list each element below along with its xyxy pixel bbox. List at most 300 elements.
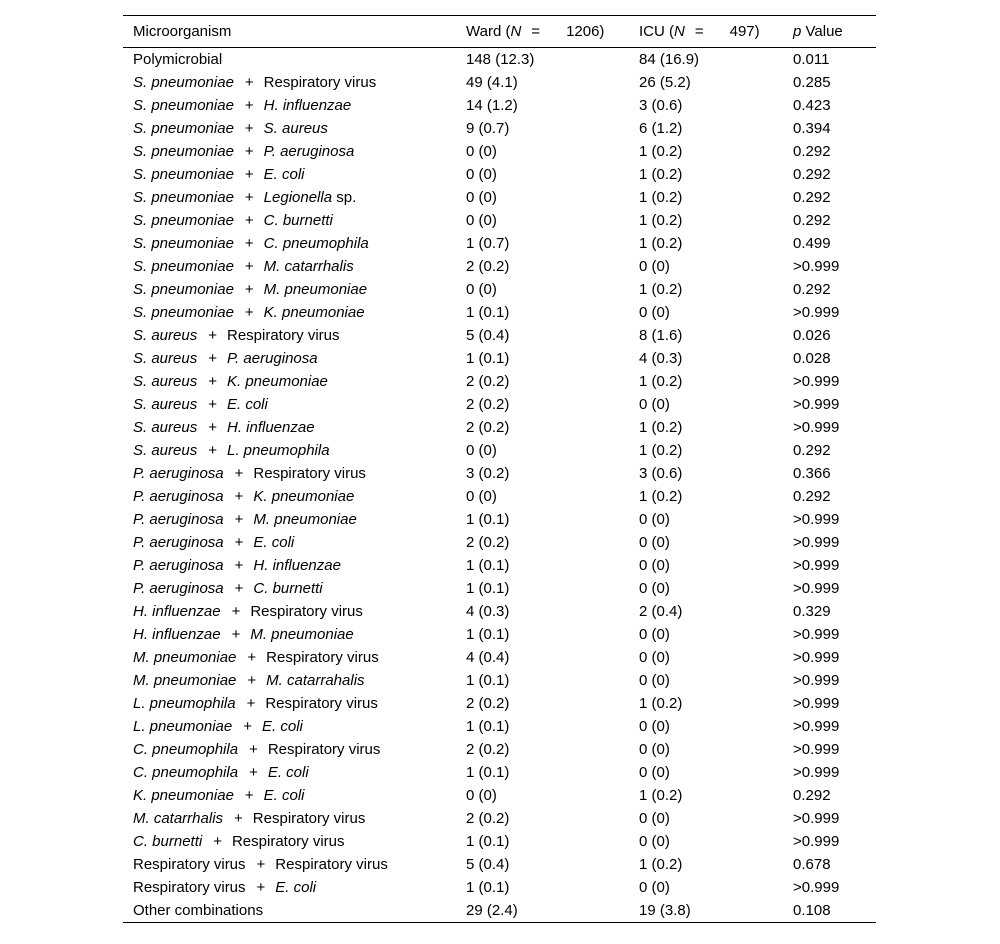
organism-name: M. pneumoniae <box>133 672 237 689</box>
header-p-value: p Value <box>783 16 876 48</box>
organism-name: Other combinations <box>133 902 264 919</box>
organism-name: E. coli <box>263 787 305 804</box>
plus-sign: + <box>234 465 244 482</box>
ward-cell: 5 (0.4) <box>466 856 510 873</box>
organism-name: K. pneumoniae <box>263 304 365 321</box>
p-value-cell: 0.026 <box>793 327 831 344</box>
table-row <box>123 784 876 807</box>
microorganism-cell <box>123 600 456 623</box>
icu-cell: 6 (1.2) <box>639 120 683 137</box>
table-row <box>123 278 876 301</box>
organism-name: K. pneumoniae <box>253 488 355 505</box>
organism-name: Respiratory virus <box>266 649 379 666</box>
p-value-cell: >0.999 <box>793 741 840 758</box>
organism-name: P. aeruginosa <box>133 580 224 597</box>
ward-cell: 0 (0) <box>466 143 497 160</box>
table-body <box>123 48 876 923</box>
organism-name: M. catarrahalis <box>266 672 365 689</box>
organism-name: P. aeruginosa <box>226 350 318 367</box>
organism-name: S. pneumoniae <box>133 212 234 229</box>
table-header-row <box>123 16 876 48</box>
organism-name: E. coli <box>253 534 295 551</box>
organism-name: K. pneumoniae <box>226 373 328 390</box>
table-row <box>123 94 876 117</box>
organism-name: M. pneumoniae <box>253 511 357 528</box>
microorganism-cell <box>123 370 456 393</box>
ward-cell: 1 (0.1) <box>466 879 510 896</box>
icu-cell: 1 (0.2) <box>639 695 683 712</box>
plus-sign: + <box>234 580 244 597</box>
ward-cell: 1 (0.1) <box>466 718 510 735</box>
microorganism-cell <box>123 439 456 462</box>
table-row <box>123 416 876 439</box>
p-value-cell: >0.999 <box>793 258 840 275</box>
icu-cell: 3 (0.6) <box>639 465 683 482</box>
organism-name: Polymicrobial <box>133 51 223 68</box>
table-row <box>123 232 876 255</box>
header-icu: ICU (N = 497) <box>629 16 783 48</box>
organism-name: C. pneumophila <box>133 741 239 758</box>
icu-cell: 0 (0) <box>639 557 670 574</box>
organism-name: K. pneumoniae <box>133 787 234 804</box>
microorganism-cell <box>123 761 456 784</box>
ward-cell: 49 (4.1) <box>466 74 518 91</box>
p-value-cell: 0.292 <box>793 166 831 183</box>
plus-sign: + <box>249 764 258 781</box>
ward-cell: 1 (0.1) <box>466 672 510 689</box>
ward-cell: 3 (0.2) <box>466 465 510 482</box>
header-microorganism: Microorganism <box>123 16 456 48</box>
microorganism-cell <box>123 623 456 646</box>
organism-name: Respiratory virus <box>265 695 378 712</box>
table-row <box>123 577 876 600</box>
ward-cell: 4 (0.4) <box>466 649 510 666</box>
plus-sign: + <box>244 212 254 229</box>
icu-cell: 1 (0.2) <box>639 488 683 505</box>
microorganism-cell <box>123 163 456 186</box>
plus-sign: + <box>208 373 217 390</box>
organism-name: S. aureus <box>263 120 328 137</box>
ward-cell: 14 (1.2) <box>466 97 518 114</box>
microorganism-cell <box>123 255 456 278</box>
ward-cell: 2 (0.2) <box>466 396 510 413</box>
table-row <box>123 623 876 646</box>
p-value-cell: >0.999 <box>793 764 840 781</box>
microorganism-cell <box>123 807 456 830</box>
icu-cell: 0 (0) <box>639 258 670 275</box>
icu-cell: 0 (0) <box>639 511 670 528</box>
p-value-cell: 0.292 <box>793 189 831 206</box>
organism-name: M. catarrhalis <box>263 258 354 275</box>
microorganism-cell <box>123 94 456 117</box>
p-value-cell: 0.028 <box>793 350 831 367</box>
icu-cell: 1 (0.2) <box>639 419 683 436</box>
ward-cell: 0 (0) <box>466 787 497 804</box>
microorganism-cell <box>123 232 456 255</box>
icu-cell: 1 (0.2) <box>639 281 683 298</box>
plus-sign: + <box>234 488 244 505</box>
organism-name: L. pneumoniae <box>133 718 233 735</box>
p-value-cell: 0.423 <box>793 97 831 114</box>
organism-name: H. influenzae <box>253 557 341 574</box>
icu-cell: 1 (0.2) <box>639 212 683 229</box>
plus-sign: + <box>208 350 217 367</box>
p-value-cell: >0.999 <box>793 695 840 712</box>
microorganism-cell <box>123 324 456 347</box>
table-row <box>123 830 876 853</box>
ward-cell: 2 (0.2) <box>466 258 510 275</box>
table-row <box>123 853 876 876</box>
p-value-cell: 0.394 <box>793 120 831 137</box>
icu-cell: 0 (0) <box>639 833 670 850</box>
microorganism-cell <box>123 140 456 163</box>
microorganism-cell <box>123 117 456 140</box>
p-value-cell: 0.292 <box>793 212 831 229</box>
organism-name: C. burnetti <box>253 580 323 597</box>
table-row <box>123 807 876 830</box>
plus-sign: + <box>208 442 217 459</box>
organism-name: S. aureus <box>133 373 198 390</box>
plus-sign: + <box>244 166 254 183</box>
icu-cell: 0 (0) <box>639 626 670 643</box>
plus-sign: + <box>244 235 254 252</box>
p-value-cell: >0.999 <box>793 304 840 321</box>
microorganism-cell <box>123 347 456 370</box>
organism-name: H. influenzae <box>133 626 221 643</box>
p-value-cell: >0.999 <box>793 626 840 643</box>
microorganism-cell <box>123 876 456 899</box>
icu-cell: 3 (0.6) <box>639 97 683 114</box>
plus-sign: + <box>208 419 217 436</box>
table-row <box>123 163 876 186</box>
microorganism-cell <box>123 830 456 853</box>
plus-sign: + <box>244 787 254 804</box>
microorganism-cell <box>123 462 456 485</box>
icu-cell: 84 (16.9) <box>639 51 700 68</box>
p-value-cell: 0.292 <box>793 488 831 505</box>
table-row <box>123 117 876 140</box>
ward-cell: 0 (0) <box>466 212 497 229</box>
table-row <box>123 370 876 393</box>
plus-sign: + <box>244 74 254 91</box>
microorganism-cell <box>123 301 456 324</box>
icu-cell: 0 (0) <box>639 649 670 666</box>
p-value-cell: >0.999 <box>793 419 840 436</box>
organism-name: E. coli <box>267 764 309 781</box>
ward-cell: 0 (0) <box>466 442 497 459</box>
microorganism-cell <box>123 278 456 301</box>
icu-cell: 4 (0.3) <box>639 350 683 367</box>
p-value-cell: 0.292 <box>793 281 831 298</box>
plus-sign: + <box>256 879 266 896</box>
organism-name: M. catarrhalis <box>133 810 224 827</box>
plus-sign: + <box>249 741 258 758</box>
header-ward: Ward (N = 1206) <box>456 16 629 48</box>
table-row <box>123 439 876 462</box>
microorganism-cell <box>123 508 456 531</box>
organism-suffix: sp. <box>332 189 357 206</box>
p-value-cell: >0.999 <box>793 649 840 666</box>
organism-name: Respiratory virus <box>275 856 388 873</box>
ward-cell: 1 (0.1) <box>466 626 510 643</box>
plus-sign: + <box>231 603 241 620</box>
p-value-cell: 0.292 <box>793 143 831 160</box>
table-row <box>123 485 876 508</box>
microorganism-cell <box>123 853 456 876</box>
p-value-cell: 0.292 <box>793 442 831 459</box>
organism-name: S. pneumoniae <box>133 166 234 183</box>
icu-cell: 0 (0) <box>639 741 670 758</box>
microorganism-cell <box>123 738 456 761</box>
p-value-cell: 0.108 <box>783 899 876 923</box>
organism-name: M. pneumoniae <box>133 649 237 666</box>
table-row <box>123 393 876 416</box>
organism-name: M. pneumoniae <box>250 626 354 643</box>
ward-cell: 0 (0) <box>466 488 497 505</box>
table-row <box>123 692 876 715</box>
microorganism-cell <box>123 531 456 554</box>
microorganism-cell <box>123 554 456 577</box>
organism-name: P. aeruginosa <box>133 465 224 482</box>
organism-name: S. pneumoniae <box>133 235 234 252</box>
organism-name: S. aureus <box>133 350 198 367</box>
icu-cell: 0 (0) <box>639 879 670 896</box>
ward-cell: 1 (0.1) <box>466 580 510 597</box>
ward-cell: 1 (0.1) <box>466 304 510 321</box>
icu-cell: 0 (0) <box>639 304 670 321</box>
organism-name: P. aeruginosa <box>133 488 224 505</box>
organism-name: Legionella <box>263 189 333 206</box>
icu-cell: 1 (0.2) <box>639 235 683 252</box>
icu-cell: 0 (0) <box>639 718 670 735</box>
p-value-cell: >0.999 <box>793 718 840 735</box>
table-row <box>123 140 876 163</box>
plus-sign: + <box>247 649 257 666</box>
organism-name: P. aeruginosa <box>133 511 224 528</box>
ward-cell: 1 (0.7) <box>466 235 510 252</box>
organism-name: S. aureus <box>133 442 198 459</box>
ward-cell: 0 (0) <box>466 166 497 183</box>
microorganism-cell <box>123 186 456 209</box>
organism-name: S. pneumoniae <box>133 97 234 114</box>
organism-name: S. pneumoniae <box>133 143 234 160</box>
plus-sign: + <box>234 557 244 574</box>
ward-cell: 2 (0.2) <box>466 695 510 712</box>
organism-name: S. pneumoniae <box>133 74 234 91</box>
table-row <box>123 324 876 347</box>
table-row <box>123 71 876 94</box>
organism-name: H. influenzae <box>133 603 221 620</box>
table-row <box>123 508 876 531</box>
plus-sign: + <box>234 534 244 551</box>
organism-name: P. aeruginosa <box>133 534 224 551</box>
plus-sign: + <box>234 810 243 827</box>
ward-cell: 9 (0.7) <box>466 120 510 137</box>
ward-cell: 1 (0.1) <box>466 833 510 850</box>
ward-cell: 2 (0.2) <box>466 534 510 551</box>
table-row <box>123 669 876 692</box>
organism-name: S. pneumoniae <box>133 189 234 206</box>
ward-cell: 1 (0.1) <box>466 350 510 367</box>
organism-name: C. burnetti <box>263 212 333 229</box>
p-value-cell: >0.999 <box>793 580 840 597</box>
icu-cell: 0 (0) <box>639 764 670 781</box>
p-value-cell: 0.292 <box>793 787 831 804</box>
p-value-cell: >0.999 <box>793 672 840 689</box>
organism-name: Respiratory virus <box>263 74 377 91</box>
organism-name: C. pneumophila <box>133 764 239 781</box>
icu-cell: 1 (0.2) <box>639 787 683 804</box>
organism-name: M. pneumoniae <box>263 281 368 298</box>
organism-name: L. pneumophila <box>133 695 236 712</box>
plus-sign: + <box>234 511 244 528</box>
icu-cell: 8 (1.6) <box>639 327 683 344</box>
icu-cell: 1 (0.2) <box>639 166 683 183</box>
p-value-cell: >0.999 <box>793 396 840 413</box>
p-value-cell: 0.499 <box>793 235 831 252</box>
organism-name: H. influenzae <box>263 97 352 114</box>
plus-sign: + <box>244 97 254 114</box>
plus-sign: + <box>246 695 256 712</box>
microorganism-cell <box>123 485 456 508</box>
table-row <box>123 48 876 72</box>
organism-name: Respiratory virus <box>267 741 381 758</box>
microorganism-table <box>123 15 876 923</box>
microorganism-cell <box>123 669 456 692</box>
icu-cell: 1 (0.2) <box>639 373 683 390</box>
table-row <box>123 600 876 623</box>
plus-sign: + <box>247 672 257 689</box>
table-row <box>123 761 876 784</box>
icu-cell: 19 (3.8) <box>629 899 783 923</box>
p-value-cell: >0.999 <box>793 557 840 574</box>
table-row <box>123 347 876 370</box>
table-row <box>123 462 876 485</box>
p-value-cell: >0.999 <box>793 833 840 850</box>
plus-sign: + <box>256 856 266 873</box>
table-row <box>123 531 876 554</box>
organism-name: E. coli <box>263 166 305 183</box>
organism-name: S. aureus <box>133 396 198 413</box>
table-row <box>123 646 876 669</box>
icu-cell: 1 (0.2) <box>639 143 683 160</box>
microorganism-cell <box>123 71 456 94</box>
icu-cell: 1 (0.2) <box>639 189 683 206</box>
ward-cell: 1 (0.1) <box>466 511 510 528</box>
icu-cell: 0 (0) <box>639 810 670 827</box>
organism-name: E. coli <box>262 718 303 735</box>
ward-cell: 1 (0.1) <box>466 764 510 781</box>
icu-cell: 26 (5.2) <box>639 74 691 91</box>
microorganism-cell <box>123 784 456 807</box>
microorganism-cell <box>123 899 456 923</box>
table-row <box>123 186 876 209</box>
ward-cell: 2 (0.2) <box>466 419 510 436</box>
table-row <box>123 899 876 923</box>
microorganism-cell <box>123 209 456 232</box>
p-value-cell: 0.678 <box>793 856 831 873</box>
organism-name: C. pneumophila <box>263 235 369 252</box>
organism-name: Respiratory virus <box>252 810 366 827</box>
plus-sign: + <box>244 189 254 206</box>
ward-cell: 0 (0) <box>466 281 497 298</box>
icu-cell: 0 (0) <box>639 534 670 551</box>
organism-name: E. coli <box>226 396 268 413</box>
organism-name: Respiratory virus <box>250 603 363 620</box>
organism-name: C. burnetti <box>133 833 203 850</box>
p-value-cell: >0.999 <box>793 879 840 896</box>
icu-cell: 0 (0) <box>639 672 670 689</box>
organism-name: S. pneumoniae <box>133 304 234 321</box>
organism-name: Respiratory virus <box>133 879 246 896</box>
table-row <box>123 738 876 761</box>
microorganism-cell <box>123 715 456 738</box>
plus-sign: + <box>231 626 241 643</box>
p-value-cell: 0.329 <box>793 603 831 620</box>
p-value-cell: >0.999 <box>793 511 840 528</box>
p-value-cell: >0.999 <box>793 373 840 390</box>
organism-name: P. aeruginosa <box>133 557 224 574</box>
plus-sign: + <box>244 304 254 321</box>
p-value-cell: 0.366 <box>793 465 831 482</box>
plus-sign: + <box>244 281 254 298</box>
table-row <box>123 554 876 577</box>
icu-cell: 2 (0.4) <box>639 603 683 620</box>
organism-name: Respiratory virus <box>231 833 345 850</box>
microorganism-cell <box>123 577 456 600</box>
organism-name: H. influenzae <box>226 419 315 436</box>
ward-cell: 1 (0.1) <box>466 557 510 574</box>
ward-cell: 2 (0.2) <box>466 741 510 758</box>
organism-name: S. aureus <box>133 327 198 344</box>
plus-sign: + <box>208 396 217 413</box>
table-row <box>123 255 876 278</box>
table-row <box>123 715 876 738</box>
organism-name: S. pneumoniae <box>133 258 234 275</box>
ward-cell: 148 (12.3) <box>466 51 535 68</box>
plus-sign: + <box>213 833 222 850</box>
ward-cell: 29 (2.4) <box>456 899 629 923</box>
organism-name: Respiratory virus <box>133 856 246 873</box>
organism-name: L. pneumophila <box>226 442 330 459</box>
organism-name: S. pneumoniae <box>133 120 234 137</box>
p-value-cell: >0.999 <box>793 810 840 827</box>
microorganism-cell <box>123 692 456 715</box>
icu-cell: 0 (0) <box>639 396 670 413</box>
table-row <box>123 301 876 324</box>
ward-cell: 0 (0) <box>466 189 497 206</box>
icu-cell: 0 (0) <box>639 580 670 597</box>
p-value-cell: 0.285 <box>793 74 831 91</box>
p-value-cell: >0.999 <box>793 534 840 551</box>
plus-sign: + <box>243 718 253 735</box>
microorganism-cell <box>123 646 456 669</box>
organism-name: Respiratory virus <box>253 465 366 482</box>
plus-sign: + <box>208 327 217 344</box>
organism-name: S. aureus <box>133 419 198 436</box>
plus-sign: + <box>244 143 254 160</box>
microorganism-cell <box>123 393 456 416</box>
table-row <box>123 209 876 232</box>
microorganism-cell <box>123 416 456 439</box>
ward-cell: 5 (0.4) <box>466 327 510 344</box>
plus-sign: + <box>244 120 254 137</box>
organism-name: E. coli <box>275 879 317 896</box>
organism-name: P. aeruginosa <box>263 143 355 160</box>
icu-cell: 1 (0.2) <box>639 856 683 873</box>
plus-sign: + <box>244 258 254 275</box>
table-row <box>123 876 876 899</box>
